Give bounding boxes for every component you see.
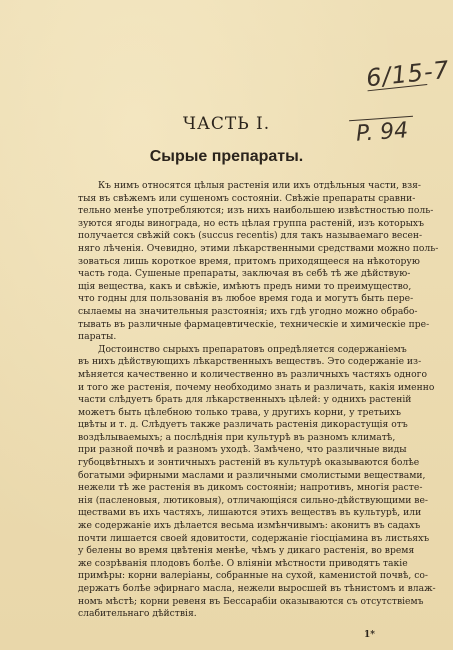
- text-line: тывать въ различные фармацевтическіе, техническіе и химическіе пре-: [78, 318, 430, 330]
- text-line: части слѣдуетъ брать для лѣкарственныхъ цѣлей: у однихъ растеній: [78, 394, 412, 406]
- part-heading: ЧАСТЬ I.: [182, 114, 271, 134]
- text-line: тельно менѣе употребляются; изъ нихъ наибольшею извѣстностью поль-: [78, 205, 434, 217]
- text-line: зуются ягоды винограда, но есть цѣлая группа растеній, изъ которыхъ: [78, 217, 424, 229]
- text-line: зоваться лишь короткое время, притомъ приходящееся на нѣкоторую: [78, 255, 420, 267]
- text-line: няго лѣченія. Очевидно, этими лѣкарственными средствами можно поль-: [78, 242, 439, 254]
- text-line: богатыми эфирными маслами и различными смолистыми веществами,: [78, 469, 426, 481]
- text-line: параты.: [78, 331, 117, 343]
- text-line: щія вещества, какъ и свѣжіе, имѣютъ предъ ними то преимущество,: [78, 280, 412, 292]
- section-title: Сырые препараты.: [149, 148, 304, 165]
- shelf-mark-text: P. 94: [355, 118, 410, 147]
- text-line: воздѣлываемыхъ; а послѣднія при культурѣ въ разномъ климатѣ,: [78, 431, 396, 443]
- body-text: [78, 180, 439, 621]
- text-line: Къ нимъ относятся цѣлыя растенія или ихъ отдѣльныя части, взя-: [98, 180, 422, 191]
- folio-number: 1*: [364, 630, 375, 640]
- text-line: же созрѣванія плодовъ болѣе. О вліяніи мѣстности приводятъ такіе: [78, 557, 408, 569]
- text-line: примѣры: корни валеріаны, собранные на сухой, каменистой почвѣ, со-: [78, 570, 428, 582]
- text-line: получается свѣжій сокъ (succus recentis) для такъ называемаго весен-: [78, 230, 423, 242]
- text-line: почти лишается своей ядовитости, содержаніе гіосціамина въ листьяхъ: [78, 532, 430, 544]
- text-line: можетъ быть цѣлебною только трава, у другихъ корни, у третьихъ: [78, 406, 402, 418]
- handwritten-call-number: [365, 56, 451, 92]
- text-line: сылаемы на значительныя разстоянія; ихъ гдѣ угодно можно обрабо-: [78, 305, 418, 317]
- text-line: у белены во время цвѣтенія менѣе, чѣмъ у дикаго растенія, во время: [78, 545, 415, 557]
- text-line: ществами въ ихъ частяхъ, лишаются этихъ веществъ въ культурѣ, или: [78, 507, 422, 519]
- text-line: въ нихъ дѣйствующихъ лѣкарственныхъ веществъ. Это содержаніе из-: [78, 356, 422, 368]
- text-line: что годны для пользованія въ любое время года и могутъ быть пере-: [78, 293, 414, 305]
- text-line: и того же растенія, почему необходимо знать и различать, какія именно: [78, 381, 435, 393]
- text-line: Достоинство сырыхъ препаратовъ опредѣляется содержаніемъ: [98, 343, 407, 355]
- text-line: номъ мѣстѣ; корни ревеня въ Бессарабіи оказываются съ отсутствіемъ: [78, 595, 424, 607]
- text-line: мѣняется качественно и количественно въ различныхъ частяхъ одного: [78, 368, 428, 380]
- text-line: тыя въ свѣжемъ или сушеномъ состояніи. Свѣжіе препараты сравни-: [78, 192, 416, 204]
- text-line: держатъ болѣе эфирнаго масла, нежели выросшей въ тѣнистомъ и влаж-: [78, 583, 436, 594]
- text-line: же содержаніе ихъ дѣлается весьма измѣнчивымъ: аконитъ въ садахъ: [78, 520, 421, 532]
- text-line: нія (пасленовыя, лютиковыя), отличающіяся сильно-дѣйствующими ве-: [78, 494, 429, 506]
- call-number-text: 6/15-7: [364, 55, 452, 93]
- text-line: нежели тѣ же растенія въ дикомъ состояніи; напротивъ, многія расте-: [78, 482, 423, 494]
- text-line: цвѣты и т. д. Слѣдуетъ также различать растенія дикорастущія отъ: [78, 419, 408, 431]
- text-line: слабительнаго дѣйствія.: [78, 608, 197, 620]
- text-line: при разной почвѣ и разномъ уходѣ. Замѣчено, что различные виды: [78, 444, 407, 456]
- text-line: губоцвѣтныхъ и зонтичныхъ растеній въ культурѣ оказываются болѣе: [78, 457, 420, 469]
- text-line: часть года. Сушеные препараты, заключая въ себѣ тѣ же дѣйствую-: [78, 268, 411, 280]
